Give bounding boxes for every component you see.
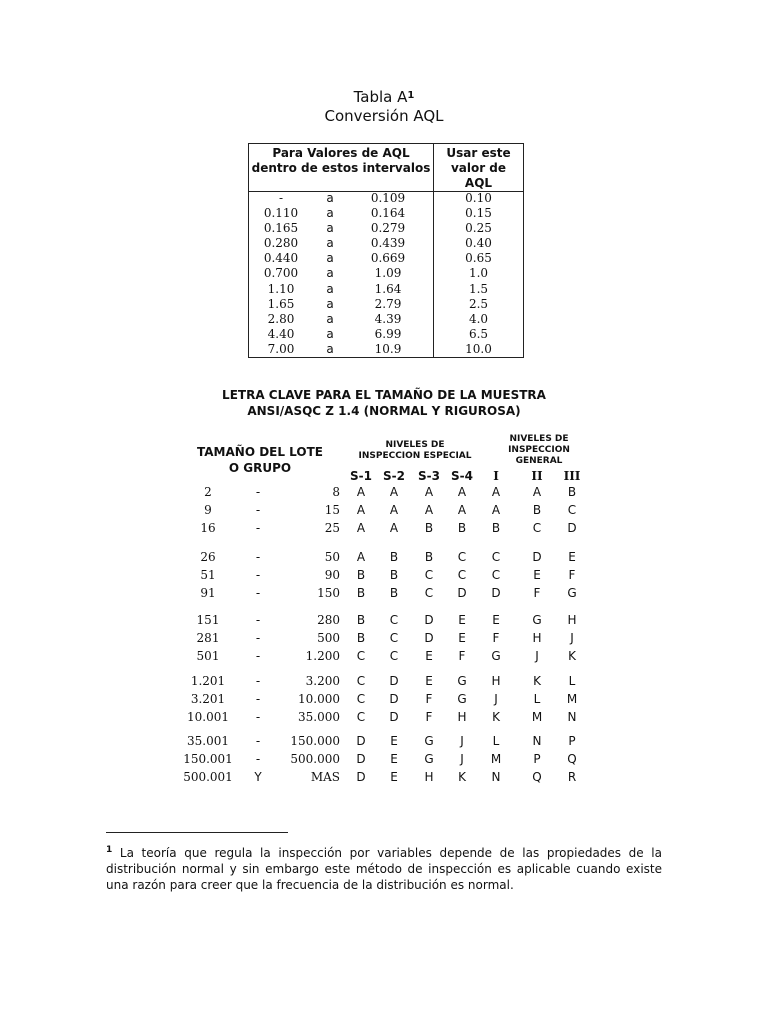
code-letter: C	[567, 503, 577, 517]
code-letter: C	[389, 613, 399, 627]
code-letter: A	[457, 503, 467, 517]
aql-header-right: Usar este valor de AQL	[446, 146, 511, 190]
aql-row	[249, 251, 523, 266]
code-letter: D	[424, 613, 434, 627]
code-letter: L	[568, 674, 576, 688]
aql-cell-a: a	[326, 251, 334, 266]
aql-conversion-table	[248, 143, 524, 358]
lote-sep: -	[255, 649, 261, 663]
letra-clave-standard: ANSI/ASQC Z 1.4 (NORMAL Y RIGUROSA)	[247, 404, 521, 418]
aql-cell-to: 0.669	[370, 251, 406, 266]
aql-cell-a: a	[326, 311, 334, 326]
code-letter: C	[356, 692, 366, 706]
aql-cell-from: 7.00	[267, 341, 295, 356]
code-letter: A	[356, 485, 366, 499]
code-letter: A	[491, 503, 501, 517]
table-subtitle: Conversión AQL	[324, 107, 444, 125]
lote-row	[0, 613, 768, 631]
lote-from: 1.201	[190, 674, 226, 688]
code-letter: G	[424, 734, 434, 748]
code-letter: B	[491, 521, 501, 535]
lote-row	[0, 752, 768, 770]
aql-row	[249, 282, 523, 297]
lote-to: 50	[324, 550, 340, 564]
code-letter: B	[389, 586, 399, 600]
lote-sep: -	[255, 674, 261, 688]
lote-to: 150.000	[290, 734, 340, 748]
code-letter: R	[567, 770, 577, 784]
lote-from: 26	[200, 550, 216, 564]
lote-row	[0, 710, 768, 728]
code-letter: K	[492, 710, 500, 724]
aql-cell-a: a	[326, 266, 334, 281]
code-letter: D	[356, 734, 366, 748]
code-letter: J	[535, 649, 539, 663]
aql-cell-use: 0.25	[465, 221, 492, 236]
lote-to: 8	[332, 485, 340, 499]
aql-cell-from: -	[278, 191, 284, 205]
lote-to: 500.000	[290, 752, 340, 766]
aql-cell-a: a	[326, 206, 334, 221]
code-letter: A	[424, 485, 434, 499]
aql-row	[249, 191, 523, 206]
aql-cell-from: 0.280	[263, 236, 299, 251]
code-letter: D	[532, 550, 542, 564]
aql-row	[249, 342, 523, 357]
aql-cell-from: 2.80	[267, 311, 295, 326]
code-letter: M	[490, 752, 502, 766]
lote-from: 35.001	[187, 734, 229, 748]
aql-cell-use: 4.0	[468, 311, 489, 326]
lote-sep: -	[255, 550, 261, 564]
aql-row	[249, 312, 523, 327]
code-letter: H	[424, 770, 434, 784]
aql-cell-to: 0.439	[370, 236, 406, 251]
lote-row	[0, 734, 768, 752]
especial-header: NIVELES DE INSPECCION ESPECIAL	[358, 440, 472, 461]
level-header-s-4: S-4	[451, 469, 473, 483]
lote-to: MAS	[310, 770, 340, 784]
code-letter: E	[390, 770, 398, 784]
aql-cell-from: 1.10	[267, 281, 295, 296]
code-letter: J	[460, 752, 464, 766]
code-letter: G	[491, 649, 501, 663]
code-letter: A	[389, 485, 399, 499]
code-letter: C	[491, 568, 501, 582]
aql-cell-to: 0.109	[370, 191, 406, 205]
level-header-s-1: S-1	[350, 469, 372, 483]
aql-cell-to: 1.64	[374, 281, 402, 296]
code-letter: B	[356, 631, 366, 645]
lote-from: 10.001	[187, 710, 229, 724]
aql-cell-a: a	[326, 281, 334, 296]
aql-cell-to: 1.09	[374, 266, 402, 281]
lote-to: 15	[324, 503, 340, 517]
code-letter: D	[356, 770, 366, 784]
code-letter: J	[570, 631, 574, 645]
lote-from: 16	[200, 521, 216, 535]
code-letter: B	[389, 550, 399, 564]
aql-cell-from: 0.440	[263, 251, 299, 266]
lote-to: 1.200	[305, 649, 340, 663]
code-letter: A	[457, 485, 467, 499]
code-letter: C	[457, 568, 467, 582]
aql-cell-from: 0.165	[263, 221, 299, 236]
code-letter: C	[424, 586, 434, 600]
code-letter: K	[533, 674, 541, 688]
code-letter: N	[491, 770, 501, 784]
code-letter: D	[389, 710, 399, 724]
code-letter: A	[532, 485, 542, 499]
lote-from: 9	[204, 503, 212, 517]
code-letter: B	[356, 586, 366, 600]
aql-cell-a: a	[326, 296, 334, 311]
lote-row	[0, 770, 768, 788]
footnote-rule	[106, 832, 288, 833]
code-letter: B	[356, 613, 366, 627]
code-letter: A	[356, 521, 366, 535]
aql-cell-use: 0.10	[465, 191, 492, 205]
lote-row	[0, 568, 768, 586]
lote-sep: Y	[254, 770, 262, 784]
code-letter: N	[567, 710, 577, 724]
code-letter: Q	[532, 770, 542, 784]
code-letter: B	[424, 550, 434, 564]
aql-cell-use: 0.65	[465, 251, 492, 266]
lote-row	[0, 550, 768, 568]
code-letter: C	[356, 674, 366, 688]
code-letter: G	[457, 692, 467, 706]
lote-to: 35.000	[298, 710, 340, 724]
lote-row	[0, 649, 768, 667]
level-header-s-3: S-3	[418, 469, 440, 483]
aql-cell-to: 0.164	[370, 206, 406, 221]
lote-to: 150	[317, 586, 340, 600]
aql-row	[249, 297, 523, 312]
code-letter: C	[424, 568, 434, 582]
lote-to: 10.000	[298, 692, 340, 706]
aql-cell-use: 0.40	[465, 236, 492, 251]
code-letter: G	[567, 586, 577, 600]
code-letter: D	[389, 692, 399, 706]
lote-row	[0, 503, 768, 521]
code-letter: P	[568, 734, 576, 748]
code-letter: P	[533, 752, 541, 766]
aql-cell-from: 0.110	[263, 206, 299, 221]
code-letter: E	[425, 649, 433, 663]
code-letter: B	[532, 503, 542, 517]
lote-from: 501	[196, 649, 220, 663]
aql-row	[249, 327, 523, 342]
code-letter: J	[494, 692, 498, 706]
lote-sep: -	[255, 586, 261, 600]
lote-sep: -	[255, 521, 261, 535]
code-letter: H	[491, 674, 501, 688]
code-letter: D	[567, 521, 577, 535]
code-letter: Q	[567, 752, 577, 766]
code-letter: L	[492, 734, 500, 748]
code-letter: F	[492, 631, 500, 645]
lote-from: 150.001	[183, 752, 233, 766]
code-letter: E	[425, 674, 433, 688]
letra-clave-title: LETRA CLAVE PARA EL TAMAÑO DE LA MUESTRA	[222, 388, 546, 402]
aql-cell-use: 1.5	[468, 281, 489, 296]
aql-cell-a: a	[326, 236, 334, 251]
code-letter: C	[356, 710, 366, 724]
aql-row	[249, 221, 523, 236]
aql-header-left: Para Valores de AQL dentro de estos intervalos	[251, 146, 431, 175]
code-letter: A	[389, 521, 399, 535]
lote-to: 280	[317, 613, 340, 627]
aql-cell-to: 10.9	[374, 341, 402, 356]
lote-header: TAMAÑO DEL LOTE O GRUPO	[197, 445, 323, 475]
code-letter: G	[424, 752, 434, 766]
code-letter: D	[491, 586, 501, 600]
code-letter: F	[458, 649, 466, 663]
lote-to: 3.200	[305, 674, 340, 688]
code-letter: F	[568, 568, 576, 582]
code-letter: D	[424, 631, 434, 645]
lote-sep: -	[255, 503, 261, 517]
lote-row	[0, 485, 768, 503]
general-header: NIVELES DE INSPECCION GENERAL	[508, 434, 570, 466]
lote-sep: -	[255, 568, 261, 582]
lote-to: 500	[317, 631, 340, 645]
lote-row	[0, 674, 768, 692]
code-letter: B	[567, 485, 577, 499]
lote-sep: -	[255, 710, 261, 724]
aql-cell-use: 6.5	[468, 326, 489, 341]
aql-cell-a: a	[326, 221, 334, 236]
footnote-ref: 1	[407, 90, 415, 101]
aql-cell-a: a	[326, 191, 334, 205]
code-letter: B	[457, 521, 467, 535]
code-letter: M	[531, 710, 543, 724]
code-letter: A	[356, 550, 366, 564]
lote-sep: -	[255, 485, 261, 499]
code-letter: D	[356, 752, 366, 766]
aql-cell-from: 0.700	[263, 266, 299, 281]
code-letter: E	[458, 613, 466, 627]
code-letter: K	[458, 770, 466, 784]
code-letter: B	[389, 568, 399, 582]
lote-to: 90	[324, 568, 340, 582]
code-letter: F	[425, 692, 433, 706]
code-letter: B	[424, 521, 434, 535]
lote-sep: -	[255, 752, 261, 766]
code-letter: E	[492, 613, 500, 627]
aql-cell-from: 1.65	[267, 296, 295, 311]
code-letter: C	[491, 550, 501, 564]
aql-cell-from: 4.40	[267, 326, 295, 341]
code-letter: K	[568, 649, 576, 663]
lote-from: 2	[204, 485, 212, 499]
code-letter: E	[390, 734, 398, 748]
aql-cell-use: 2.5	[468, 296, 489, 311]
footnote: $^1$ La teoría que regula la inspección por variables depende de las propiedades de la distribución normal y sin embargo este método de inspección es aplicable cuando existe una razón para creer que la frecuencia de la distribución es normal.	[106, 845, 662, 892]
code-letter: E	[458, 631, 466, 645]
code-letter: H	[532, 631, 542, 645]
table-title: Tabla $A^1$	[353, 88, 415, 106]
code-letter: F	[425, 710, 433, 724]
code-letter: E	[390, 752, 398, 766]
level-header-iii: III	[563, 469, 581, 483]
lote-row	[0, 692, 768, 710]
lote-row	[0, 586, 768, 604]
code-letter: G	[532, 613, 542, 627]
code-letter: C	[389, 649, 399, 663]
lote-from: 91	[200, 586, 216, 600]
level-header-s-2: S-2	[383, 469, 405, 483]
aql-cell-to: 4.39	[374, 311, 402, 326]
code-letter: B	[356, 568, 366, 582]
lote-sep: -	[255, 734, 261, 748]
lote-from: 3.201	[190, 692, 226, 706]
code-letter: D	[389, 674, 399, 688]
aql-row	[249, 236, 523, 251]
code-letter: H	[567, 613, 577, 627]
code-letter: G	[457, 674, 467, 688]
aql-row	[249, 206, 523, 221]
code-letter: F	[533, 586, 541, 600]
aql-cell-use: 0.15	[465, 206, 492, 221]
code-letter: E	[533, 568, 541, 582]
code-letter: A	[424, 503, 434, 517]
lote-sep: -	[255, 613, 261, 627]
code-letter: L	[533, 692, 541, 706]
aql-cell-a: a	[326, 341, 334, 356]
code-letter: A	[389, 503, 399, 517]
aql-cell-to: 0.279	[370, 221, 406, 236]
lote-from: 500.001	[183, 770, 233, 784]
aql-cell-use: 10.0	[465, 341, 492, 356]
code-letter: H	[457, 710, 467, 724]
aql-cell-to: 6.99	[374, 326, 402, 341]
aql-row	[249, 266, 523, 281]
code-letter: C	[356, 649, 366, 663]
lote-sep: -	[255, 631, 261, 645]
level-header-ii: II	[531, 469, 543, 483]
code-letter: A	[356, 503, 366, 517]
lote-sep: -	[255, 692, 261, 706]
lote-from: 51	[200, 568, 216, 582]
code-letter: D	[457, 586, 467, 600]
lote-from: 151	[196, 613, 220, 627]
code-letter: J	[460, 734, 464, 748]
code-letter: C	[532, 521, 542, 535]
aql-cell-to: 2.79	[374, 296, 402, 311]
aql-cell-a: a	[326, 326, 334, 341]
level-header-i: I	[493, 469, 499, 483]
lote-row	[0, 631, 768, 649]
lote-row	[0, 521, 768, 539]
code-letter: C	[389, 631, 399, 645]
aql-cell-use: 1.0	[468, 266, 489, 281]
code-letter: C	[457, 550, 467, 564]
code-letter: E	[568, 550, 576, 564]
code-letter: N	[532, 734, 542, 748]
aql-rows	[249, 191, 523, 357]
code-letter: M	[566, 692, 578, 706]
lote-from: 281	[196, 631, 220, 645]
code-letter: A	[491, 485, 501, 499]
lote-to: 25	[324, 521, 340, 535]
